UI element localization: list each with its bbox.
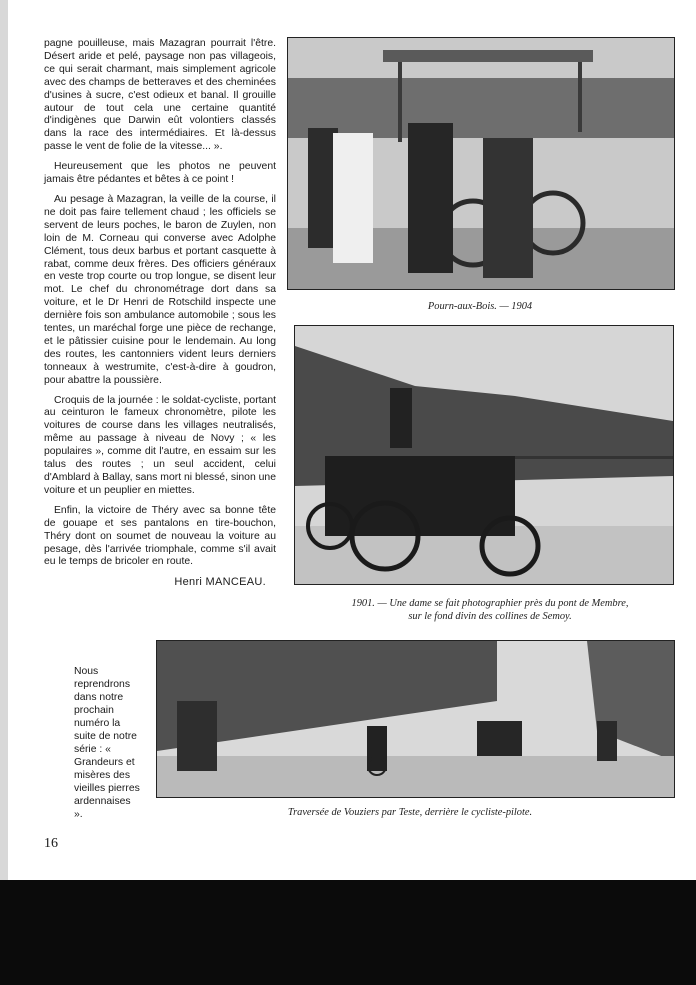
- article-paragraph: Croquis de la journée : le soldat-cycliste, portant au ceinturon le fameux chronomètre, pilote les voitures de course dans les villages neutralisés, même au passage à niveau de Novy ; « les populaires », comme dit l'autre, en essaim sur les talus des routes ; un seul accident, celui d'Amblard à Ballay, sans mort ni blessé, sinon une voiture et un peuplier en miettes.: [44, 394, 276, 496]
- photo-membre-bridge: [294, 325, 674, 585]
- photo-image: [288, 38, 674, 289]
- photo2-caption-line1: 1901. — Une dame se fait photographier près du pont de Membre,: [351, 598, 629, 609]
- article-paragraph: pagne pouilleuse, mais Mazagran pourrait l'être. Désert aride et pelé, paysage non pas villageois, ce qui serait charmant, mais simplement agricole avec des champs de betteraves et des cheminées d'usines à sucre, c'est odieux et banal. Il grouille autour de tout cela une certaine quantité d'indigènes que Darwin eût volontiers classés dans la race des intermédiaires. Et là-dessus passe le vent de folie de la vitesse... ».: [44, 38, 276, 153]
- photo1-caption: Pourn-aux-Bois. — 1904: [427, 301, 533, 312]
- photo-image: [295, 326, 673, 584]
- page-number: 16: [44, 836, 58, 851]
- photo2-caption-line2: sur le fond divin des collines de Semoy.: [408, 611, 572, 622]
- photo2-caption: [300, 597, 680, 623]
- photo-vouziers: [156, 640, 675, 798]
- article-paragraph: Au pesage à Mazagran, la veille de la course, il ne doit pas faire tellement chaud ; les officiels se servent de leurs poches, le baron de Zuylen, non loin de M. Corneau qui converse avec Adolphe Clément, tous deux barbus et portant casquette à rabat, comme deux frères. Des officiers généraux en veste trop courte ou trop longue, se disent leur mot. Le chef du chronométrage dort dans sa voiture, et le Dr Henri de Rotschild inspecte une dernière fois son ambulance automobile ; sous les tentes, un maréchal forge une pièce de rechange, et le pâtissier cuisine pour le lendemain. Au long des routes, les cantonniers vident leurs derniers tonneaux à westrumite, c'est-à-dire à goudron, pour abattre la poussière.: [44, 193, 276, 386]
- photo-image: [157, 641, 674, 797]
- series-note: Nous reprendrons dans notre prochain numéro la suite de notre série : « Grandeurs et misères des vieilles pierres ardennaises ».: [74, 666, 140, 820]
- article-paragraph: Heureusement que les photos ne peuvent jamais être pédantes et bêtes à ce point !: [44, 161, 276, 186]
- photo3-caption: Traversée de Vouziers par Teste, derrière le cycliste-pilote.: [287, 807, 533, 818]
- scan-edge-shadow: [0, 0, 8, 880]
- author-signature: Henri MANCEAU.: [174, 576, 266, 589]
- photo-pourn-aux-bois: [287, 37, 675, 290]
- article-paragraph: Enfin, la victoire de Théry avec sa bonne tête de gouape et ses pantalons en tire-bouchon, Théry dont on soumet de nouveau la voiture au pesage, dès l'arrivée triomphale, comme s'il avait eu le temps de bricoler en route.: [44, 504, 276, 568]
- article-column: [44, 38, 276, 589]
- scan-black-band: [0, 880, 696, 985]
